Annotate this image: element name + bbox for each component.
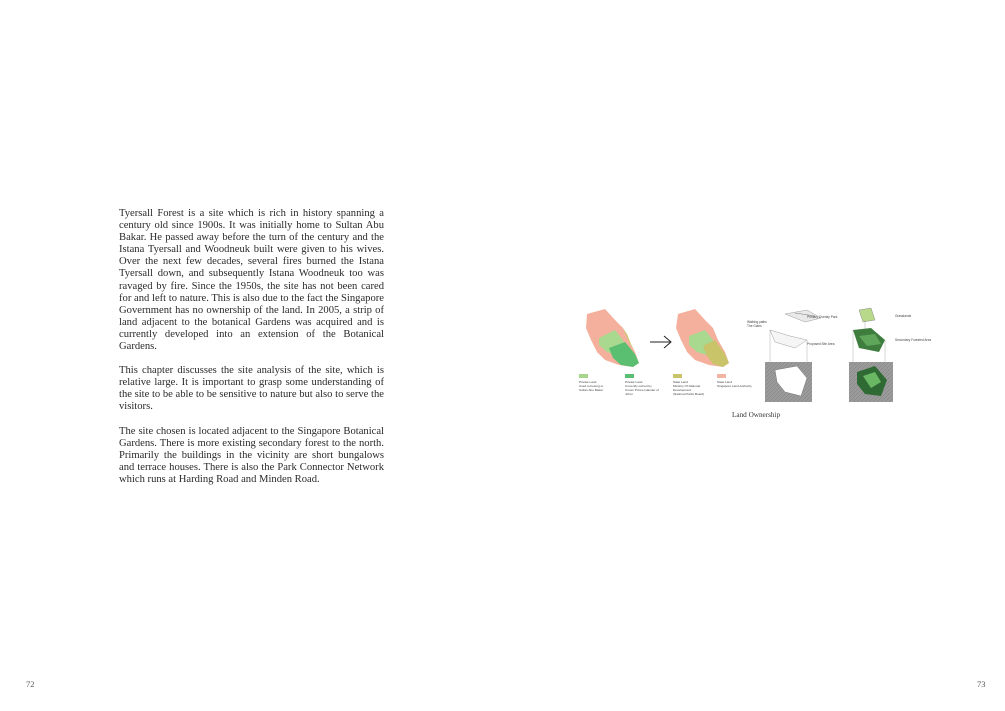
left-page bbox=[0, 0, 502, 711]
land-ownership-figure bbox=[575, 300, 935, 425]
legend-item-state-nparks: State Land Ministry Of National Development (National Parks Board) bbox=[673, 374, 717, 396]
paragraph-chapter-intro: This chapter discusses the site analysis of the site, which is relative large. It is important to grasp some understanding of the site to be able to be sensitive to nature but also to serve the visitors. bbox=[119, 365, 384, 413]
transition-arrow bbox=[650, 336, 671, 348]
annotation-secondary-forest: Secondary Forested Area bbox=[895, 338, 932, 342]
legend-swatch bbox=[579, 374, 588, 378]
legend-swatch bbox=[625, 374, 634, 378]
page-number-left: 72 bbox=[26, 679, 35, 689]
ownership-map-after bbox=[676, 309, 729, 367]
body-text bbox=[119, 208, 384, 498]
legend-item-state-sla: State Land Singapore Land Authority bbox=[717, 374, 761, 388]
legend-item-private-sultan: Private Land Used to belong to Sultan Abu Bakar bbox=[579, 374, 623, 392]
land-ownership-diagram bbox=[575, 300, 935, 425]
site-axonometric-forest bbox=[849, 308, 893, 402]
site-axonometric-trails bbox=[765, 310, 821, 402]
paragraph-history: Tyersall Forest is a site which is rich in history spanning a century old since 1900s. It was initially home to Sultan Abu Bakar. He passed away before the turn of the century and the Istana Tyersall and Woodneuk built were given to his wives. Over the next few decades, several fires burned the Istana Tyersall down, and subsequently Istana Woodneuk too was ravaged by fire. Since the 1950s, the site has not been cared for and left to nature. This is also due to the fact the Singapore Government has no ownership of the land. In 2005, a strip of land adjacent to the botanical Gardens was acquired and is currently developed into an extension of the Botanical Gardens. bbox=[119, 208, 384, 353]
page-number-right: 73 bbox=[977, 679, 986, 689]
ownership-map-before bbox=[586, 309, 639, 367]
annotation-primary-overlay: Primary Overlay Park bbox=[807, 315, 838, 319]
annotation-walking-paths: Walking paths The Gains bbox=[747, 320, 767, 328]
annotation-grasslands: Grasslands bbox=[895, 314, 912, 318]
legend-item-private-crown-prince: Private Land Currently owned by Crown Prince Islander of Johor bbox=[625, 374, 669, 396]
legend-swatch bbox=[673, 374, 682, 378]
paragraph-site-context: The site chosen is located adjacent to the Singapore Botanical Gardens. There is more existing secondary forest to the north. Primarily the buildings in the vicinity are short bungalows and terrace houses. There is also the Park Connector Network which runs at Harding Road and Minden Road. bbox=[119, 425, 384, 485]
annotation-proposed-site: Proposed Site Area bbox=[807, 342, 835, 346]
figure-caption: Land Ownership bbox=[732, 411, 781, 419]
legend-swatch bbox=[717, 374, 726, 378]
